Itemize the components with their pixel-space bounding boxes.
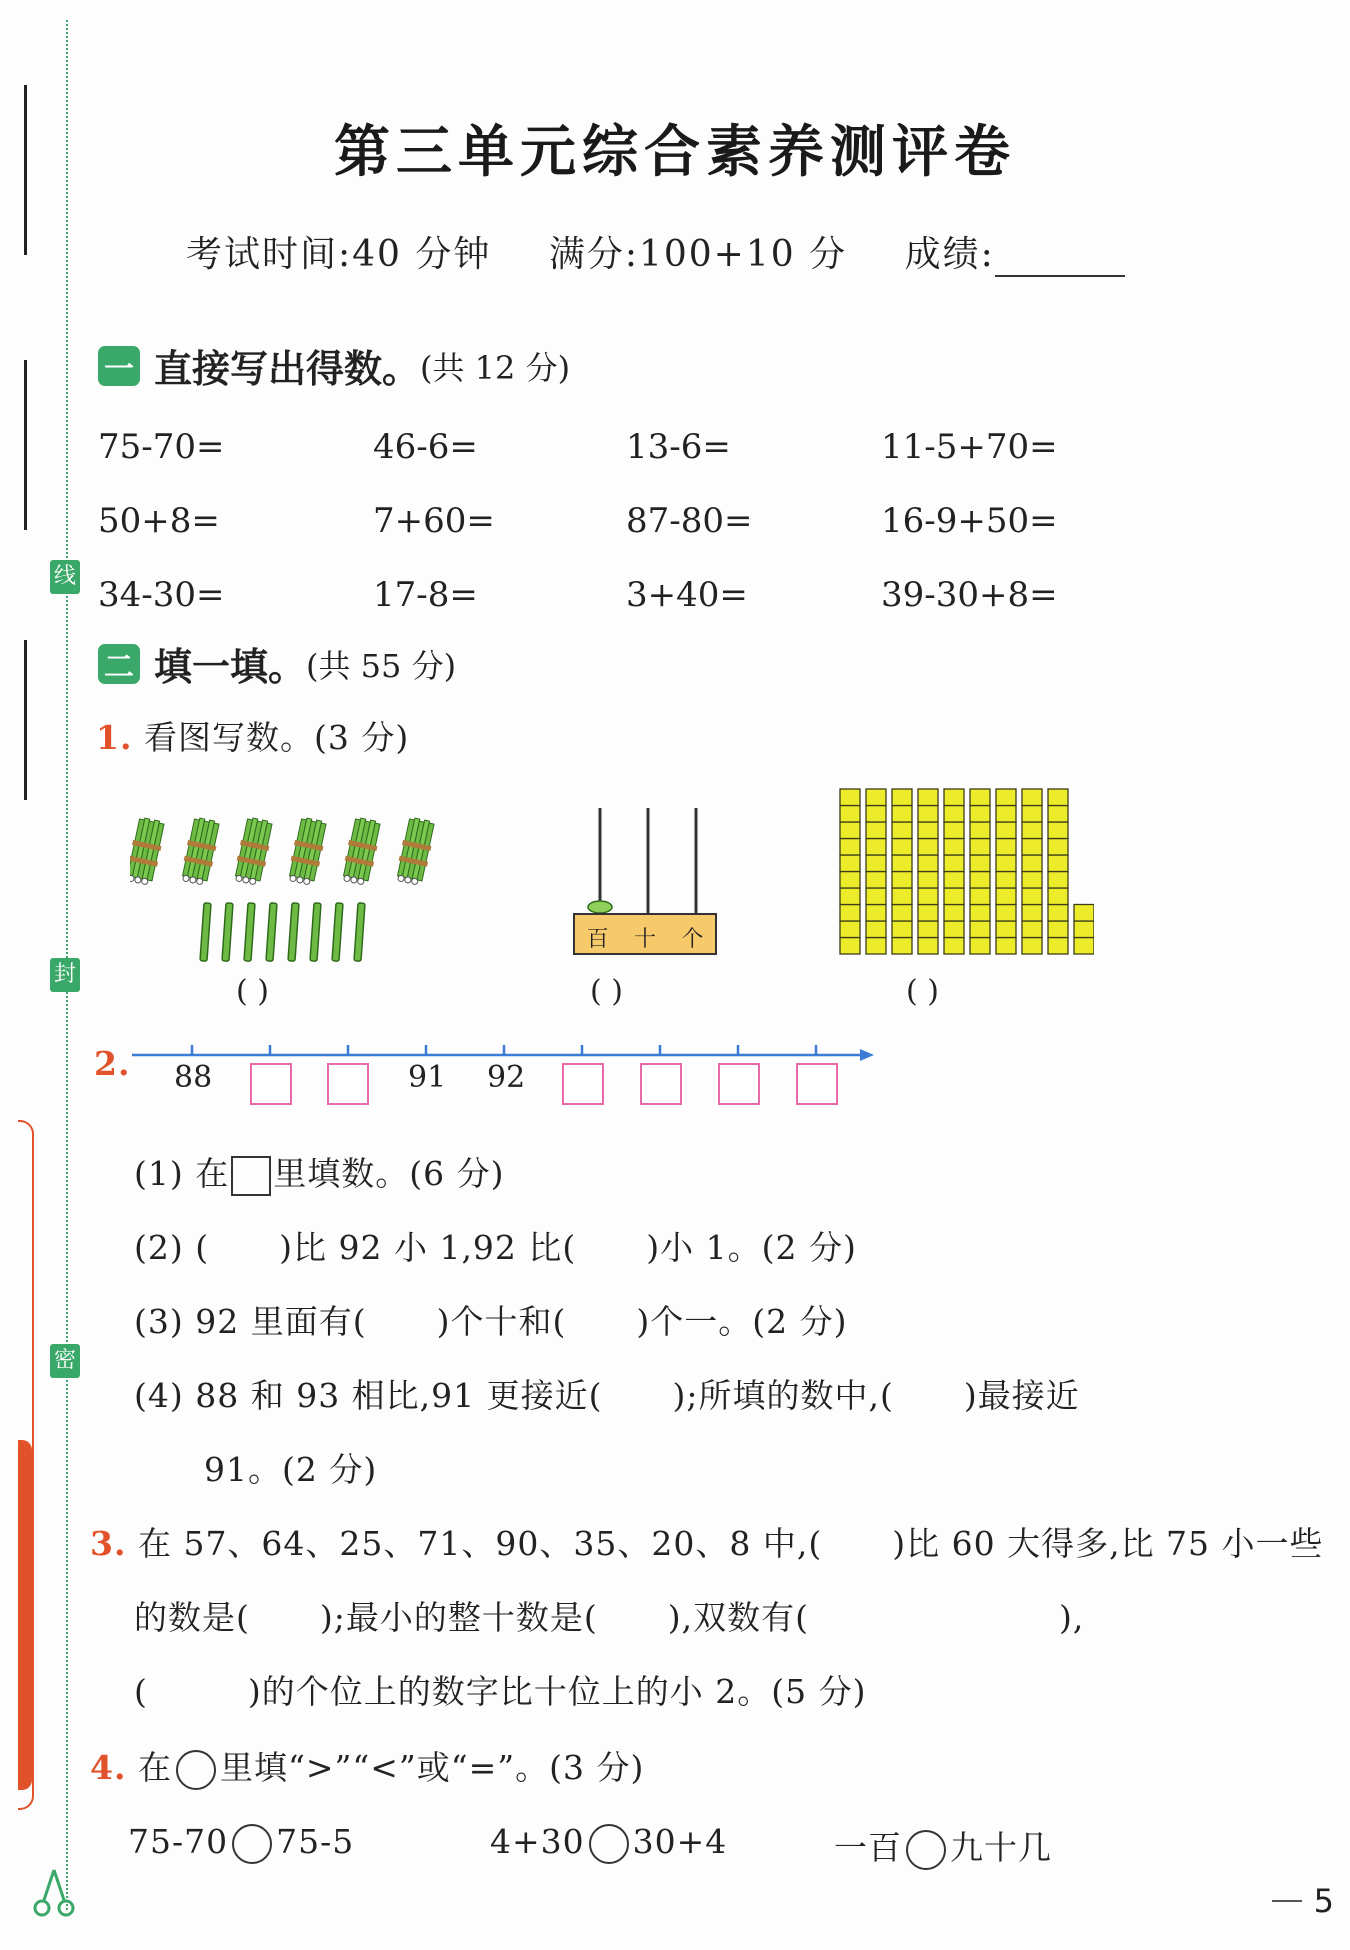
q4-prompt: 4. 在 里填“>”“<”或“=”。(3 分) — [90, 1742, 644, 1790]
unit-cube — [944, 789, 964, 806]
unit-cube — [892, 872, 912, 889]
q2-sub4-cont: 91。(2 分) — [204, 1450, 378, 1489]
unit-cube — [840, 888, 860, 905]
unit-cube — [866, 905, 886, 922]
unit-cube — [918, 855, 938, 872]
unit-cube — [1048, 888, 1068, 905]
unit-cube — [970, 789, 990, 806]
unit-cube — [840, 905, 860, 922]
abacus-label-hundreds: 百 — [586, 927, 609, 952]
unit-cube — [1048, 905, 1068, 922]
ten-rod — [918, 789, 938, 954]
unit-cube — [918, 839, 938, 856]
section-1-points: (共 12 分) — [420, 348, 571, 387]
unit-cube — [970, 806, 990, 823]
unit-cube — [996, 921, 1016, 938]
unit-cube — [996, 839, 1016, 856]
unit-cubes — [1074, 905, 1094, 955]
q1-text: 看图写数。(3 分) — [143, 718, 410, 757]
unit-cube — [944, 822, 964, 839]
unit-cube — [1048, 789, 1068, 806]
stick-bundle — [130, 817, 166, 887]
calc-item[interactable]: 87-80= — [626, 501, 753, 541]
margin-label-mi: 密 — [50, 1344, 80, 1378]
ten-rod — [996, 789, 1016, 954]
unit-cube — [918, 872, 938, 889]
unit-cube — [944, 872, 964, 889]
single-stick — [200, 903, 211, 961]
unit-cube — [970, 938, 990, 955]
unit-cube — [944, 921, 964, 938]
numline-box[interactable] — [640, 1063, 682, 1105]
unit-cube — [1048, 806, 1068, 823]
calc-item[interactable]: 16-9+50= — [881, 501, 1058, 541]
q4-item: 4+30 30+4 — [490, 1822, 727, 1864]
unit-cube — [918, 905, 938, 922]
edge-mark — [24, 360, 27, 530]
single-stick — [244, 903, 255, 961]
q3-line2: 的数是( );最小的整十数是( ),双数有( ), — [134, 1598, 1085, 1637]
calc-item[interactable]: 7+60= — [373, 501, 495, 541]
single-stick — [332, 903, 343, 961]
numline-label-91: 91 — [408, 1060, 447, 1095]
ten-rod — [1022, 789, 1042, 954]
margin-label-xian: 线 — [50, 560, 80, 594]
unit-cube — [918, 921, 938, 938]
score-label: 成绩: — [904, 234, 995, 275]
unit-cube — [1022, 921, 1042, 938]
numline-label-88: 88 — [174, 1060, 213, 1095]
single-stick — [310, 903, 321, 961]
unit-cube — [1048, 855, 1068, 872]
unit-cube — [892, 806, 912, 823]
calc-item[interactable]: 34-30= — [98, 575, 225, 615]
unit-cube — [1022, 789, 1042, 806]
ten-rod — [866, 789, 886, 954]
single-stick — [354, 903, 365, 961]
calc-row — [98, 558, 1198, 632]
unit-cube — [892, 822, 912, 839]
unit-cube — [1022, 839, 1042, 856]
abacus-bead — [588, 901, 612, 913]
q4-item: 75-70 75-5 — [128, 1822, 354, 1864]
unit-cube — [970, 839, 990, 856]
unit-cube — [944, 855, 964, 872]
numline-box[interactable] — [327, 1063, 369, 1105]
q3-line3: ( )的个位上的数字比十位上的小 2。(5 分) — [134, 1672, 867, 1711]
unit-cube — [840, 822, 860, 839]
unit-cube — [866, 888, 886, 905]
stick-bundle — [233, 817, 275, 887]
unit-cube — [866, 872, 886, 889]
unit-cube — [1048, 938, 1068, 955]
unit-cube — [1048, 839, 1068, 856]
sticks-figure — [130, 805, 470, 965]
q1-prompt — [96, 712, 409, 759]
answer-abacus[interactable]: ( ) — [590, 974, 623, 1009]
unit-cube — [918, 888, 938, 905]
stick-bundle — [395, 817, 437, 887]
unit-cube — [970, 822, 990, 839]
section-1-number: 一 — [98, 346, 140, 386]
unit-cube — [866, 938, 886, 955]
unit-cube — [1074, 921, 1094, 938]
unit-cube — [866, 855, 886, 872]
unit-cube — [866, 839, 886, 856]
calc-row — [98, 484, 1198, 558]
q2-sub2: (2) ( )比 92 小 1,92 比( )小 1。(2 分) — [134, 1228, 857, 1267]
unit-cube — [1022, 822, 1042, 839]
edge-mark — [24, 640, 27, 800]
answer-sticks[interactable]: ( ) — [236, 974, 269, 1009]
abacus-label-tens: 十 — [633, 927, 656, 952]
section-2-title: 填一填。 — [154, 644, 307, 689]
unit-cube — [1074, 938, 1094, 955]
stick-bundle — [180, 817, 222, 887]
calc-row — [98, 410, 1198, 484]
unit-cube — [996, 905, 1016, 922]
unit-cube — [944, 806, 964, 823]
q2-sub1: (1) 在 里填数。(6 分) — [134, 1148, 504, 1196]
unit-cube — [996, 789, 1016, 806]
unit-cube — [840, 855, 860, 872]
ten-rod — [1048, 789, 1068, 954]
unit-cube — [996, 806, 1016, 823]
single-stick — [266, 903, 277, 961]
circle-symbol — [176, 1750, 216, 1790]
unit-cube — [840, 789, 860, 806]
blocks-figure — [838, 786, 1094, 956]
unit-cube — [996, 822, 1016, 839]
q2-sub4: (4) 88 和 93 相比,91 更接近( );所填的数中,( )最接近 — [134, 1376, 1080, 1415]
unit-cube — [866, 806, 886, 823]
answer-blocks[interactable]: ( ) — [906, 974, 939, 1009]
abacus-label-ones: 个 — [681, 927, 704, 952]
arrow-icon — [860, 1049, 874, 1061]
section-1-heading — [98, 338, 570, 393]
numline-label-92: 92 — [487, 1060, 526, 1095]
unit-cube — [892, 855, 912, 872]
numline-box[interactable] — [250, 1063, 292, 1105]
unit-cube — [918, 806, 938, 823]
single-stick — [222, 903, 233, 961]
abacus-labels — [574, 922, 716, 953]
margin-label-feng: 封 — [50, 958, 80, 992]
unit-cube — [970, 872, 990, 889]
unit-cube — [918, 789, 938, 806]
unit-cube — [866, 921, 886, 938]
unit-cube — [1048, 822, 1068, 839]
unit-cube — [840, 938, 860, 955]
unit-cube — [970, 921, 990, 938]
numline-box[interactable] — [718, 1063, 760, 1105]
q4-item: 一百 九十几 — [834, 1822, 1052, 1870]
score-field[interactable] — [995, 243, 1125, 277]
unit-cube — [1048, 872, 1068, 889]
numline-box[interactable] — [796, 1063, 838, 1105]
unit-cube — [944, 905, 964, 922]
unit-cube — [1022, 806, 1042, 823]
box-symbol — [231, 1156, 271, 1196]
unit-cube — [1048, 921, 1068, 938]
ten-rod — [944, 789, 964, 954]
page-title: 第三单元综合素养测评卷 — [334, 119, 1016, 185]
calc-item[interactable]: 11-5+70= — [881, 427, 1058, 467]
calc-item[interactable]: 17-8= — [373, 575, 478, 615]
unit-cube — [970, 855, 990, 872]
q2-number: 2. — [94, 1044, 131, 1083]
unit-cube — [970, 905, 990, 922]
unit-cube — [996, 888, 1016, 905]
unit-cube — [892, 839, 912, 856]
unit-cube — [840, 872, 860, 889]
numline-box[interactable] — [562, 1063, 604, 1105]
unit-cube — [1074, 905, 1094, 922]
q2-sub3: (3) 92 里面有( )个十和( )个一。(2 分) — [134, 1302, 848, 1341]
unit-cube — [944, 888, 964, 905]
unit-cube — [970, 888, 990, 905]
unit-cube — [996, 855, 1016, 872]
unit-cube — [1022, 855, 1042, 872]
section-2-number: 二 — [98, 644, 140, 684]
unit-cube — [840, 839, 860, 856]
unit-cube — [866, 789, 886, 806]
unit-cube — [840, 921, 860, 938]
unit-cube — [892, 938, 912, 955]
calc-grid — [98, 410, 1198, 632]
ten-rod — [840, 789, 860, 954]
section-1-title: 直接写出得数。 — [154, 346, 421, 391]
calc-item[interactable]: 3+40= — [626, 575, 748, 615]
ten-rod — [892, 789, 912, 954]
calc-item[interactable]: 46-6= — [373, 427, 478, 467]
calc-item[interactable]: 75-70= — [98, 427, 225, 467]
unit-cube — [866, 822, 886, 839]
scissors-icon — [32, 1868, 76, 1918]
q3-line1: 3. 在 57、64、25、71、90、35、20、8 中,( )比 60 大得多,比 75 小一些 — [90, 1524, 1324, 1563]
unit-cube — [944, 938, 964, 955]
page-number-dash — [1272, 1900, 1302, 1902]
compare-circle[interactable] — [906, 1830, 946, 1870]
unit-cube — [892, 789, 912, 806]
full-score: 满分:100+10 分 — [548, 234, 848, 275]
unit-cube — [892, 888, 912, 905]
unit-cube — [918, 822, 938, 839]
stick-bundle — [341, 817, 383, 887]
unit-cube — [918, 938, 938, 955]
page-number: 5 — [1313, 1882, 1334, 1920]
unit-cube — [1022, 888, 1042, 905]
unit-cube — [1022, 872, 1042, 889]
ten-rod — [970, 789, 990, 954]
single-stick — [288, 903, 299, 961]
unit-cube — [996, 938, 1016, 955]
unit-cube — [944, 839, 964, 856]
compare-circle[interactable] — [589, 1824, 629, 1864]
section-2-heading — [98, 636, 456, 691]
section-2-points: (共 55 分) — [306, 646, 457, 685]
calc-item[interactable]: 39-30+8= — [881, 575, 1058, 615]
unit-cube — [1022, 938, 1042, 955]
edge-red-strip — [18, 1440, 32, 1790]
stick-bundle — [287, 817, 329, 887]
exam-info — [186, 226, 1125, 277]
unit-cube — [1022, 905, 1042, 922]
unit-cube — [892, 921, 912, 938]
exam-time: 考试时间:40 分钟 — [186, 234, 492, 275]
calc-item[interactable]: 13-6= — [626, 427, 731, 467]
compare-circle[interactable] — [232, 1824, 272, 1864]
unit-cube — [840, 806, 860, 823]
unit-cube — [892, 905, 912, 922]
unit-cube — [996, 872, 1016, 889]
q1-number: 1. — [96, 718, 133, 757]
calc-item[interactable]: 50+8= — [98, 501, 220, 541]
